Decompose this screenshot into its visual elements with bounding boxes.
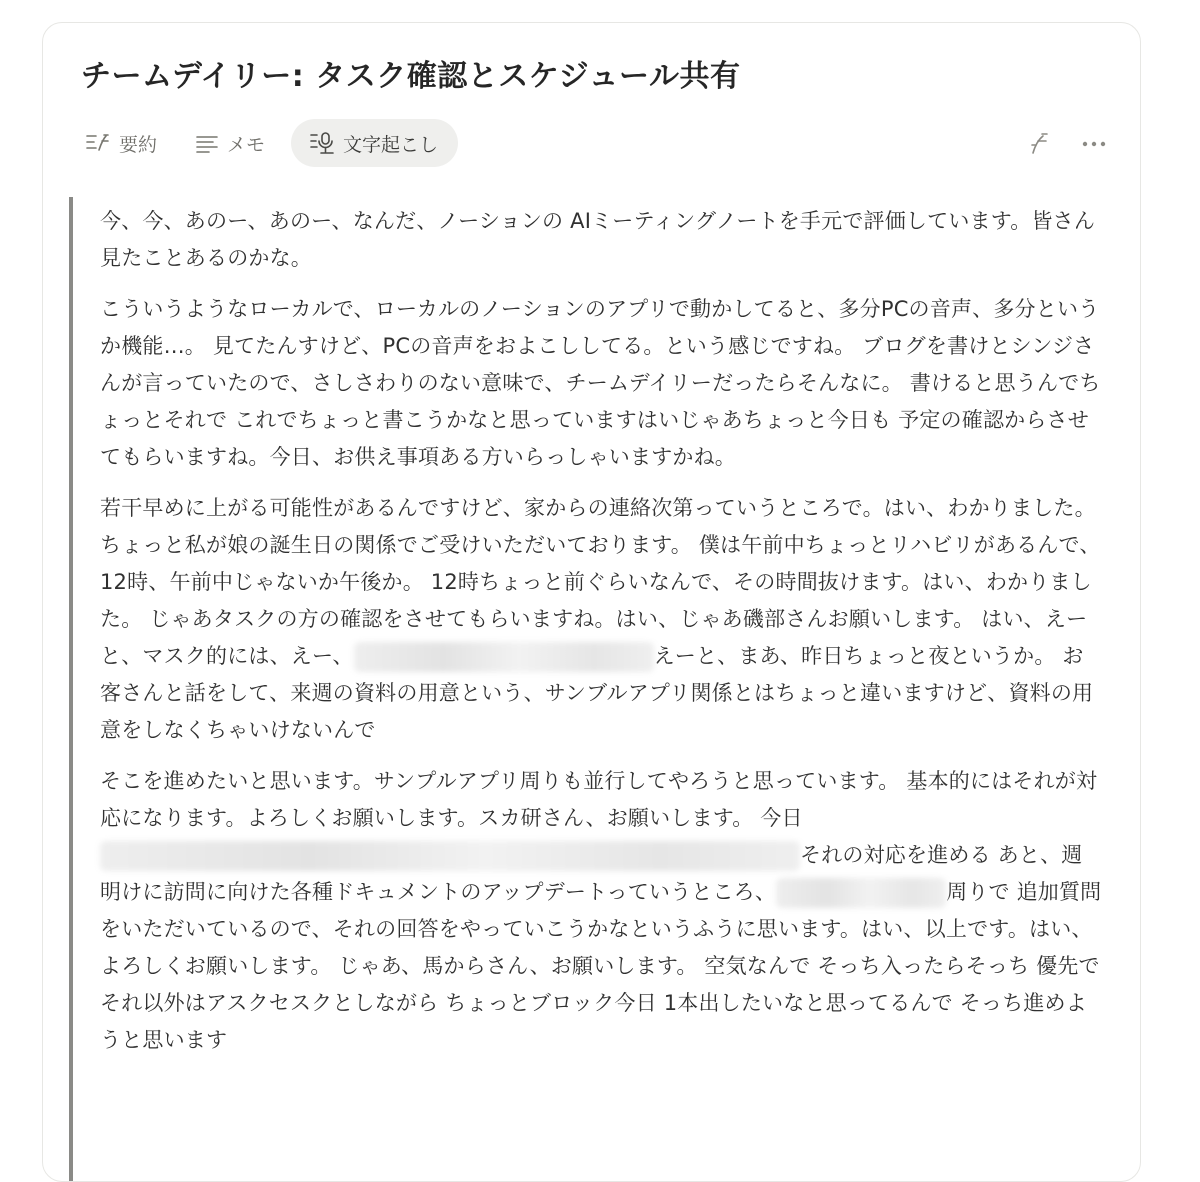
tab-summary-label: 要約 [119,133,158,156]
tab-notes-label: メモ [227,133,266,156]
tab-transcript-label: 文字起こし [343,133,439,156]
transcript-text: 周りで 追加質問をいただいているので、それの回答をやっていこうかなというふうに思います。はい、以上です。はい、よろしくお願いします。 じゃあ、馬からさん、お願いします。 空気なんで そっち入ったらそっち 優先で それ以外はアスクセスクとしながら ちょっとブロック今日 1本出したいなと思ってるんで そっち進めようと思います [100,880,1102,1052]
ai-action-button[interactable] [1025,129,1055,159]
transcript-paragraph [73,763,1103,1059]
transcript-block [69,197,1103,1181]
tab-transcript[interactable] [291,119,458,167]
meeting-card [42,22,1141,1182]
tab-notes[interactable] [183,119,277,167]
page-title: チームデイリー: タスク確認とスケジュール共有 [81,59,741,94]
notes-icon [195,133,219,153]
transcript-text: それの対応を進める あと、週明けに訪問に向けた各種ドキュメントのアップデートっていうところ、 [100,843,1083,904]
tab-summary[interactable] [73,119,169,167]
transcript-text: えーと、まあ、昨日ちょっと夜というか。 お客さんと話をして、来週の資料の用意という、サンブルアプリ関係とはちょっと違いますけど、資料の用意をしなくちゃいけないんで [100,644,1094,742]
transcript-text: そこを進めたいと思います。サンプルアプリ周りも並行してやろうと思っています。 基本的にはそれが対応になります。よろしくお願いします。スカ研さん、お願いします。 今日 [100,769,1098,830]
summary-icon [85,132,111,154]
view-tabs [73,119,472,167]
transcript-text: 若干早めに上がる可能性があるんですけど、家からの連絡次第っていうところで。はい、わかりました。ちょっと私が娘の誕生日の関係でご受けいただいております。 僕は午前中ちょっとリハビリがあるんで、12時、午前中じゃないか午後か。 12時ちょっと前ぐらいなんで、その時間抜けます。はい、わかりました。 じゃあタスクの方の確認をさせてもらいますね。はい、じゃあ磯部さんお願いします。 はい、えーと、マスク的には、えー、 [100,496,1101,668]
ai-sparkle-icon [1029,132,1051,156]
transcript-paragraph: 今、今、あのー、あのー、なんだ、ノーションの AIミーティングノートを手元で評価しています。皆さん見たことあるのかな。 [100,209,1096,270]
redacted-text [776,878,946,908]
transcript-paragraph: こういうようなローカルで、ローカルのノーションのアプリで動かしてると、多分PCの音声、多分というか機能…。 見てたんすけど、PCの音声をおよこししてる。という感じですね。 ブログを書けとシンジさんが言っていたので、さしさわりのない意味で、チームデイリーだったらそんなに。 書けると思うんでちょっとそれで これでちょっと書こうかなと思っていますはいじゃあちょっと今日も 予定の確認からさせてもらいますね。今日、お供え事項ある方いらっしゃいますかね。 [100,297,1101,469]
transcript-paragraph [73,490,1103,749]
redacted-text [354,642,654,672]
more-options-button[interactable] [1079,129,1109,159]
transcript-icon [309,131,335,155]
more-icon [1082,141,1106,147]
redacted-text [100,841,800,871]
